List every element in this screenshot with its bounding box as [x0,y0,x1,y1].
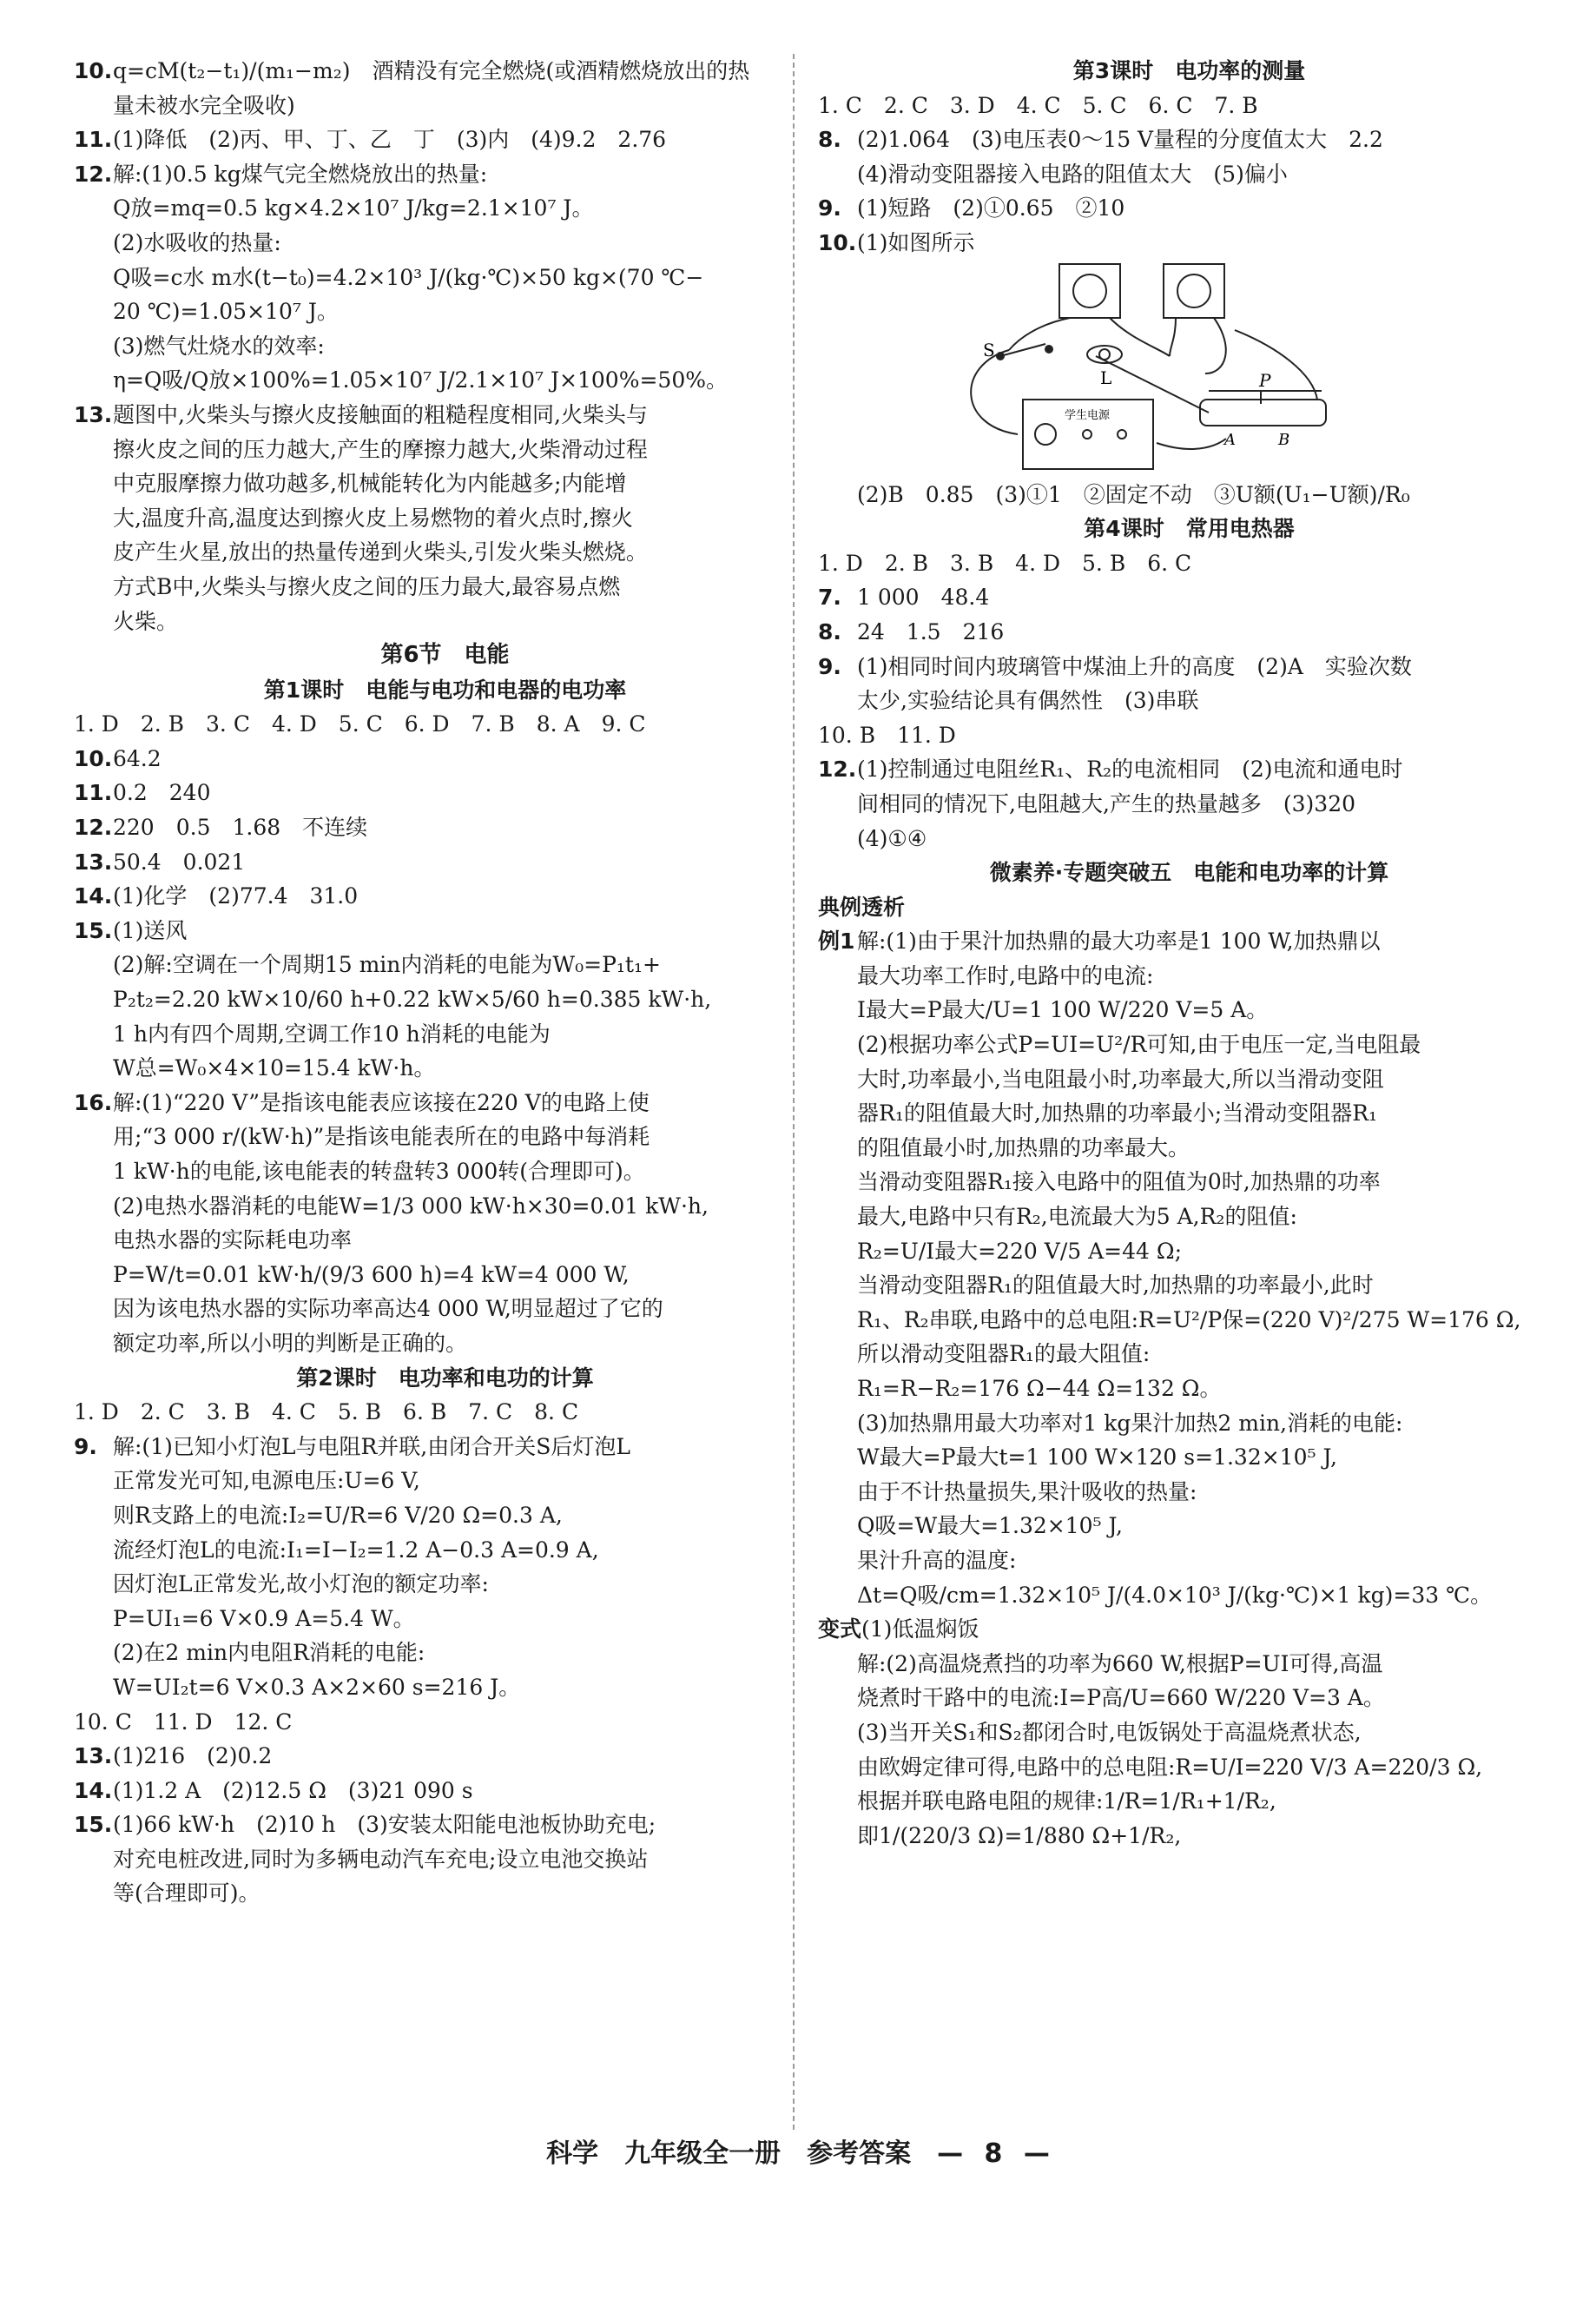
item-number: 12. [818,757,857,783]
item-number: 9. [818,653,841,679]
item-number: 10. [818,229,857,255]
answer-item [74,1430,816,1464]
answer-text: 220 0.5 1.68 不连续 [113,815,368,841]
answer-continuation: (2)水吸收的热量: [113,229,281,255]
column-divider [793,54,795,2130]
answer-item [818,615,1560,650]
answer-text: 解:(1)由于果汁加热鼎的最大功率是1 100 W,加热鼎以 [857,929,1381,955]
power-supply-label: 学生电源 [1065,408,1111,422]
answer-continuation: 量未被水完全吸收) [113,92,295,118]
item-number: 10. [74,745,113,771]
ammeter-dial [1073,274,1106,307]
item-number: 15. [74,1812,113,1838]
answer-continuation: 1 kW·h的电能,该电能表的转盘转3 000转(合理即可)。 [113,1159,645,1184]
answer-item [74,1808,816,1842]
answer-continuation: 用;“3 000 r/(kW·h)”是指该电能表所在的电路中每消耗 [113,1124,650,1150]
ammeter-box [1059,264,1120,318]
rheostat-slider-label: P [1259,369,1271,391]
item-number: 9. [818,195,841,221]
answer-continuation: I最大=P最大/U=1 100 W/220 V=5 A。 [857,997,1269,1023]
answer-continuation: 所以滑动变阻器R₁的最大阻值: [857,1341,1151,1367]
answer-continuation: (3)燃气灶烧水的效率: [113,333,325,359]
answer-text: 64.2 [113,745,162,771]
answer-continuation: 因为该电热水器的实际功率高达4 000 W,明显超过了它的 [113,1296,663,1322]
answer-text: (2)1.064 (3)电压表0～15 V量程的分度值太大 2.2 [857,127,1383,153]
voltmeter-box [1164,264,1224,318]
answer-continuation: 解:(2)高温烧煮挡的功率为660 W,根据P=UI可得,高温 [857,1650,1383,1676]
answer-continuation: P=W/t=0.01 kW·h/(9/3 600 h)=4 kW=4 000 W, [113,1261,630,1287]
answer-continuation: R₁、R₂串联,电路中的总电阻:R=U²/P保=(220 V)²/275 W=176 Ω, [857,1306,1521,1332]
answer-text: (1)216 (2)0.2 [113,1743,273,1769]
item-number: 14. [74,883,113,909]
answer-text: (1)降低 (2)丙、甲、丁、乙 丁 (3)内 (4)9.2 2.76 [113,127,667,153]
answer-continuation: 大,温度升高,温度达到擦火皮上易燃物的着火点时,擦火 [113,505,633,531]
answer-item [74,845,816,880]
answer-continuation: 当滑动变阻器R₁接入电路中的阻值为0时,加热鼎的功率 [857,1169,1381,1195]
answer-continuation: 皮产生火星,放出的热量传递到火柴头,引发火柴头燃烧。 [113,539,648,565]
item-number: 13. [74,849,113,875]
answer-item [74,157,816,192]
item-number: 13. [74,1743,113,1769]
lamp-label: L [1100,367,1112,388]
answer-continuation: (2)根据功率公式P=UI=U²/R可知,由于电压一定,当电阻最 [857,1032,1421,1058]
answer-text: 0.2 240 [113,780,211,806]
answer-continuation: 太少,实验结论具有偶然性 (3)串联 [857,688,1199,714]
answer-continuation: 的阻值最小时,加热鼎的功率最大。 [857,1134,1190,1160]
answer-item [818,580,1560,615]
answer-continuation: 正常发光可知,电源电压:U=6 V, [113,1468,420,1494]
answer-continuation: 间相同的情况下,电阻越大,产生的热量越多 (3)320 [857,790,1356,816]
item-number: 13. [74,401,113,427]
item-number: 10. [74,58,113,83]
answer-text: (1)低温焖饭 [861,1616,979,1642]
answer-continuation: 最大,电路中只有R₂,电流最大为5 A,R₂的阻值: [857,1204,1297,1230]
item-number: 16. [74,1089,113,1115]
answer-text: (1)短路 (2)①0.65 ②10 [857,195,1125,221]
answer-continuation: W最大=P最大t=1 100 W×120 s=1.32×10⁵ J, [857,1444,1337,1471]
answer-item [818,226,1560,261]
item-number: 11. [74,127,113,153]
answer-continuation: R₁=R−R₂=176 Ω−44 Ω=132 Ω。 [857,1376,1222,1401]
answer-text: (1)如图所示 [857,229,975,255]
answer-continuation: 烧煮时干路中的电流:I=P高/U=660 W/220 V=3 A。 [857,1685,1385,1711]
answer-continuation: W=UI₂t=6 V×0.3 A×2×60 s=216 J。 [113,1674,521,1700]
answer-text: (1)相同时间内玻璃管中煤油上升的高度 (2)A 实验次数 [857,653,1412,679]
section-heading: 微素养·专题突破五 电能和电功率的计算 [989,860,1389,886]
answer-continuation: (2)在2 min内电阻R消耗的电能: [113,1640,425,1666]
answer-continuation: 方式B中,火柴头与擦火皮之间的压力最大,最容易点燃 [113,573,621,599]
answer-text: 题图中,火柴头与擦火皮接触面的粗糙程度相同,火柴头与 [113,401,648,427]
answer-continuation: Q吸=W最大=1.32×10⁵ J, [857,1513,1123,1539]
item-number: 7. [818,585,841,611]
answer-continuation: 擦火皮之间的压力越大,产生的摩擦力越大,火柴滑动过程 [113,436,648,462]
answer-continuation: Δt=Q吸/cm=1.32×10⁵ J/(4.0×10³ J/(kg·℃)×1 kg)=33 ℃。 [857,1582,1493,1608]
section-heading: 第4课时 常用电热器 [1084,516,1295,542]
voltmeter-dial [1177,274,1210,307]
answer-text: (1)66 kW·h (2)10 h (3)安装太阳能电池板协助充电; [113,1812,656,1838]
page-footer: 科学 九年级全一册 参考答案 — 8 — [546,2138,1050,2169]
answer-continuation: 最大功率工作时,电路中的电流: [857,962,1154,988]
answer-continuation: (2)电热水器消耗的电能W=1/3 000 kW·h×30=0.01 kW·h, [113,1193,709,1219]
answer-item [818,191,1560,226]
item-number: 8. [818,618,841,644]
answer-continuation: 果汁升高的温度: [857,1547,1017,1573]
terminal-b-label: B [1278,430,1290,449]
answer-row: 1. D 2. C 3. B 4. C 5. B 6. B 7. C 8. C [74,1399,579,1425]
answer-row: 10. B 11. D [818,722,956,748]
answer-continuation: 即1/(220/3 Ω)=1/880 Ω+1/R₂, [857,1822,1182,1848]
answer-continuation: 当滑动变阻器R₁的阻值最大时,加热鼎的功率最小,此时 [857,1272,1374,1299]
answer-continuation: Q吸=c水 m水(t−t₀)=4.2×10³ J/(kg·℃)×50 kg×(70 ℃− [113,264,704,290]
answer-item [818,1612,1560,1647]
answer-continuation: η=Q吸/Q放×100%=1.05×10⁷ J/2.1×10⁷ J×100%=50%。 [113,367,728,393]
answer-continuation: 20 ℃)=1.05×10⁷ J。 [113,299,339,325]
answer-text: (1)化学 (2)77.4 31.0 [113,883,359,909]
answer-item [74,810,816,845]
answer-row: 10. C 11. D 12. C [74,1708,293,1735]
answer-text: (1)送风 [113,917,188,943]
answer-continuation: 电热水器的实际耗电功率 [113,1227,353,1253]
answer-item [74,398,816,433]
answer-continuation: 1 h内有四个周期,空调工作10 h消耗的电能为 [113,1021,551,1047]
answer-item [818,122,1560,157]
answer-text: 1 000 48.4 [857,585,990,611]
answer-continuation: 流经灯泡L的电流:I₁=I−I₂=1.2 A−0.3 A=0.9 A, [113,1537,599,1563]
answer-item [74,742,816,777]
answer-continuation: 因灯泡L正常发光,故小灯泡的额定功率: [113,1571,489,1597]
section-heading: 第6节 电能 [380,642,510,669]
answer-continuation: (4)滑动变阻器接入电路的阻值太大 (5)偏小 [857,161,1288,187]
answer-item [74,1086,816,1120]
answer-row: 1. D 2. B 3. C 4. D 5. C 6. D 7. B 8. A 9. C [74,711,646,737]
answer-continuation: R₂=U/I最大=220 V/5 A=44 Ω; [857,1238,1183,1264]
answer-continuation: 等(合理即可)。 [113,1880,261,1907]
rheostat-body [1200,400,1326,426]
answer-item [74,122,816,157]
answer-continuation: (4)①④ [857,825,927,851]
answer-continuation: 额定功率,所以小明的判断是正确的。 [113,1330,467,1356]
answer-row: 1. C 2. C 3. D 4. C 5. C 6. C 7. B [818,92,1258,118]
answer-text: 解:(1)“220 V”是指该电能表应该接在220 V的电路上使 [113,1089,650,1115]
answer-item [74,1774,816,1808]
answer-continuation: 由于不计热量损失,果汁吸收的热量: [857,1478,1197,1504]
item-number: 9. [74,1433,97,1459]
answer-item [74,776,816,810]
answer-item [74,1739,816,1774]
answer-continuation: (3)当开关S₁和S₂都闭合时,电饭锅处于高温烧煮状态, [857,1719,1362,1745]
section-heading: 第2课时 电功率和电功的计算 [296,1365,594,1391]
answer-text: q=cM(t₂−t₁)/(m₁−m₂) 酒精没有完全燃烧(或酒精燃烧放出的热 [113,58,750,83]
answer-item [818,924,1560,959]
answer-item [74,914,816,948]
answer-text: 解:(1)0.5 kg煤气完全燃烧放出的热量: [113,161,488,187]
circuit-diagram [948,261,1348,478]
item-number: 14. [74,1777,113,1803]
answer-continuation: 由欧姆定律可得,电路中的总电阻:R=U/I=220 V/3 A=220/3 Ω, [857,1754,1483,1780]
answer-continuation: 中克服摩擦力做功越多,机械能转化为内能越多;内能增 [113,471,627,497]
answer-continuation: 则R支路上的电流:I₂=U/R=6 V/20 Ω=0.3 A, [113,1502,563,1528]
answer-continuation: Q放=mq=0.5 kg×4.2×10⁷ J/kg=2.1×10⁷ J。 [113,195,594,221]
answer-continuation: 根据并联电路电阻的规律:1/R=1/R₁+1/R₂, [857,1788,1276,1814]
answer-continuation: 大时,功率最小,当电阻最小时,功率最大,所以当滑动变阻 [857,1066,1384,1092]
answer-continuation: P₂t₂=2.20 kW×10/60 h+0.22 kW×5/60 h=0.385 kW·h, [113,987,712,1013]
answer-text: 24 1.5 216 [857,618,1005,644]
item-number: 11. [74,780,113,806]
item-number: 12. [74,161,113,187]
answer-item [74,54,816,89]
section-heading: 第3课时 电功率的测量 [1072,58,1306,83]
answer-row: 1. D 2. B 3. B 4. D 5. B 6. C [818,550,1192,576]
right-column [818,54,1560,1853]
answer-item [818,650,1560,684]
item-number: 例1 [818,929,855,955]
circuit-svg [948,261,1348,478]
item-number: 15. [74,917,113,943]
answer-item [818,752,1560,787]
answer-continuation: (2)解:空调在一个周期15 min内消耗的电能为W₀=P₁t₁+ [113,952,661,978]
item-number: 12. [74,815,113,841]
left-column [74,54,816,1911]
answer-text: 解:(1)已知小灯泡L与电阻R并联,由闭合开关S后灯泡L [113,1433,630,1459]
switch-label: S [983,339,995,360]
answer-text: (1)控制通过电阻丝R₁、R₂的电流相同 (2)电流和通电时 [857,757,1403,783]
section-heading: 第1课时 电能与电功和电器的电功率 [263,677,627,703]
answer-continuation: (3)加热鼎用最大功率对1 kg果汁加热2 min,消耗的电能: [857,1410,1403,1436]
answer-continuation: 火柴。 [113,608,179,634]
item-number: 8. [818,127,841,153]
subsection-label: 典例透析 [818,894,906,920]
answer-continuation: 对充电桩改进,同时为多辆电动汽车充电;设立电池交换站 [113,1846,649,1872]
answer-continuation: (2)B 0.85 (3)①1 ②固定不动 ③U额(U₁−U额)/R₀ [857,481,1410,507]
answer-continuation: W总=W₀×4×10=15.4 kW·h。 [113,1055,436,1081]
terminal-a-label: A [1224,430,1236,449]
answer-continuation: P=UI₁=6 V×0.9 A=5.4 W。 [113,1605,415,1631]
item-number: 变式 [818,1616,862,1642]
answer-text: (1)1.2 A (2)12.5 Ω (3)21 090 s [113,1777,473,1803]
answer-text: 50.4 0.021 [113,849,246,875]
answer-continuation: 器R₁的阻值最大时,加热鼎的功率最小;当滑动变阻器R₁ [857,1100,1378,1127]
answer-item [74,879,816,914]
